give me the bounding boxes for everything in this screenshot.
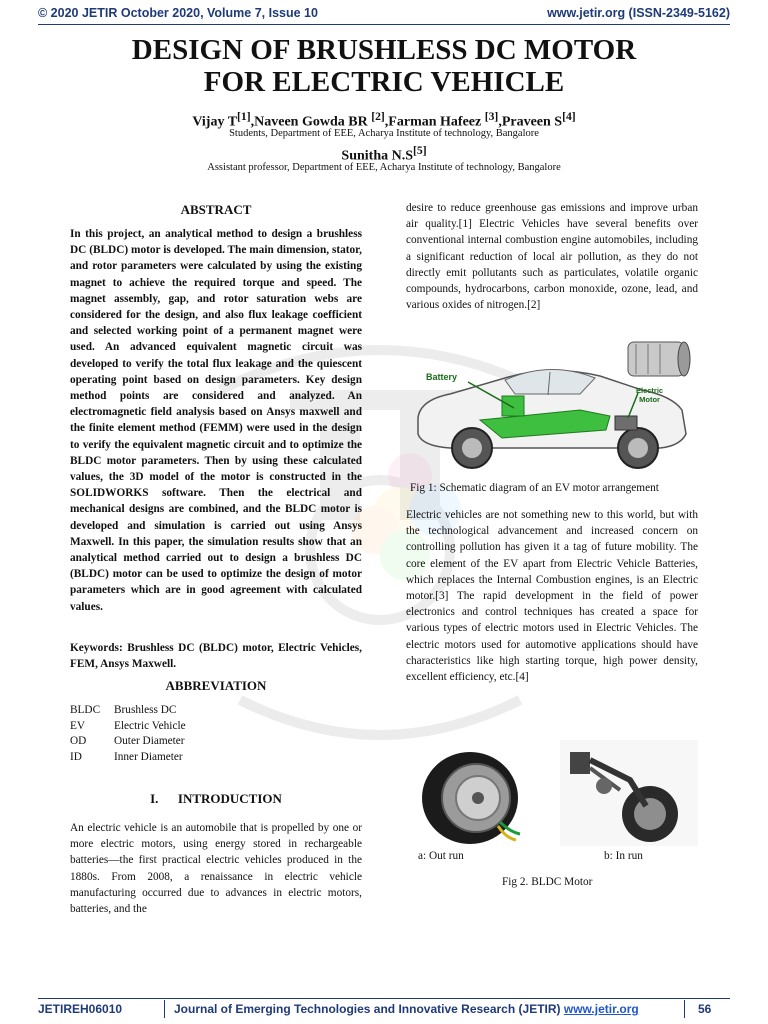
affiliation-professor: Assistant professor, Department of EEE, Acharya Institute of technology, Bangalore — [207, 162, 561, 173]
introduction-heading — [70, 791, 362, 807]
header-right: www.jetir.org (ISSN-2349-5162) — [547, 6, 730, 20]
fig2-subcaption-b: b: In run — [604, 850, 643, 862]
abbreviation-value: Brushless DC — [114, 704, 177, 716]
running-header — [38, 6, 730, 24]
abbreviation-key: BLDC — [70, 704, 101, 716]
author-5-ref: [5] — [413, 144, 427, 157]
fig2-caption: Fig 2. BLDC Motor — [502, 876, 593, 888]
footer-separator — [684, 1000, 685, 1018]
abstract-body: In this project, an analytical method to design a brushless DC (BLDC) motor is developed. The main dimension, stator, and rotor parameters were calculated by using the existing magnet to achieve the required torque and speed. The magnet assembly, gap, and rotor saturation webs are considered for the design, and also flux leakage coefficient and selected working point of a permanent magnet were used. An advanced equivalent magnetic circuit was developed to verify the total flux leakage and the quiescent operating point based on design parameters. Key design method points are considered and analyzed. An electromagnetic field analysis based on Ansys maxwell and the finite element method (FEMM) were used in the design to verify the equivalent magnetic circuit and to optimize the BLDC motor parameters. Then by using these calculated values, the 3D model of the motor is constructed in the SOLIDWORKS software. Then the electrical and mechanical designs are combined, and the BLDC motor is developed and simulation is carried out using Ansys Maxwell. In this paper, the simulation results show that an analytical method carried out to design a brushless DC (BLDC) motor can be used to optimize the design of motor parameters which are in good agreement with calculated values. — [70, 228, 362, 613]
footer-page-number: 56 — [698, 1002, 712, 1016]
fig1-motor-label — [636, 386, 663, 404]
abbreviation-list — [70, 703, 186, 765]
author-4: ,Praveen S — [498, 114, 563, 130]
abbreviation-value: Inner Diameter — [114, 750, 183, 763]
fig2-subcaption-a: a: Out run — [418, 850, 464, 862]
footer-rule — [38, 998, 730, 999]
author-1: Vijay T — [192, 114, 238, 130]
introduction-title: INTRODUCTION — [177, 791, 282, 806]
keywords: Keywords: Brushless DC (BLDC) motor, Electric Vehicles, FEM, Ansys Maxwell. — [70, 642, 362, 670]
author-4-ref: [4] — [562, 110, 576, 123]
author-2: ,Naveen Gowda BR — [250, 114, 372, 130]
fig2-outrunner-motor-image — [414, 748, 534, 846]
author-2-ref: [2] — [371, 110, 385, 123]
running-footer — [38, 1002, 730, 1020]
fig1-ev-diagram — [410, 338, 700, 476]
author-1-ref: [1] — [237, 110, 251, 123]
affiliation-students: Students, Department of EEE, Acharya Institute of technology, Bangalore — [229, 128, 539, 139]
abbreviation-key: OD — [70, 735, 87, 747]
fig1-motor-label-line1: Electric — [636, 386, 664, 395]
title-line-1: DESIGN OF BRUSHLESS DC MOTOR — [131, 34, 637, 66]
right-column-paragraph-1: desire to reduce greenhouse gas emissions and improve urban air quality.[1] Electric Vehicles have several benefits over conventional internal combustion engine automobiles, including a significant reduction of local air pollution, as they do not directly emit pollutants such as particulates, volatile organic compounds, hydrocarbons, carbon monoxide, ozone, lead, and various oxides of nitrogen.[2] — [406, 202, 698, 312]
header-left: © 2020 JETIR October 2020, Volume 7, Issue 10 — [38, 6, 318, 20]
abstract-heading: ABSTRACT — [180, 202, 252, 217]
author-3-ref: [3] — [484, 110, 499, 123]
right-column-paragraph-2: Electric vehicles are not something new to this world, but with the technological advancement and increased concern on controlling pollution has given it a tag of future mobility. The core element of the EV apart from Electric Vehicle Batteries, which replaces the Internal Combustion engines, is an Electric motor.[3] The rapid development in the field of power electronics and control techniques has created a space for various types of electric motors used in Electric Vehicles. The electric motors used for automotive applications should have characteristics like high starting torque, high power density, excellent efficiency, etc.[4] — [406, 509, 698, 684]
fig2-inrunner-motor-image — [560, 740, 698, 846]
abbreviation-row — [70, 719, 186, 735]
fig1-caption: Fig 1: Schematic diagram of an EV motor arrangement — [410, 482, 659, 494]
footer-separator — [164, 1000, 165, 1018]
fig1-motor-label-line2: Motor — [639, 395, 660, 404]
paper-title — [40, 34, 728, 98]
footer-journal — [174, 1002, 639, 1016]
footer-link[interactable]: www.jetir.org — [563, 1002, 639, 1016]
fig1-battery-label: Battery — [426, 372, 458, 382]
abbreviation-value: Electric Vehicle — [114, 719, 186, 732]
author-3: ,Farman Hafeez — [384, 114, 485, 130]
title-line-2: FOR ELECTRIC VEHICLE — [203, 66, 565, 98]
abbreviation-key: ID — [70, 750, 82, 763]
abbreviation-row — [70, 703, 186, 719]
header-rule — [38, 24, 730, 25]
introduction-body: An electric vehicle is an automobile that is propelled by one or more electric motors, using energy stored in rechargeable batteries—the first practical electric vehicles produced in the 1880s. From 2008, a renaissance in electric vehicle manufacturing occurred due to advances in electric motors, batteries, and the — [70, 822, 362, 916]
abbreviation-row — [70, 750, 186, 766]
footer-journal-name: Journal of Emerging Technologies and Innovative Research (JETIR) — [174, 1002, 564, 1016]
footer-code: JETIREH06010 — [38, 1002, 123, 1016]
introduction-number: I. — [150, 791, 159, 806]
abbreviation-heading: ABBREVIATION — [165, 678, 267, 693]
author-5: Sunitha N.S — [341, 148, 413, 164]
abbreviation-row — [70, 734, 186, 750]
abbreviation-value: Outer Diameter — [114, 735, 185, 747]
abbreviation-key: EV — [70, 719, 86, 732]
